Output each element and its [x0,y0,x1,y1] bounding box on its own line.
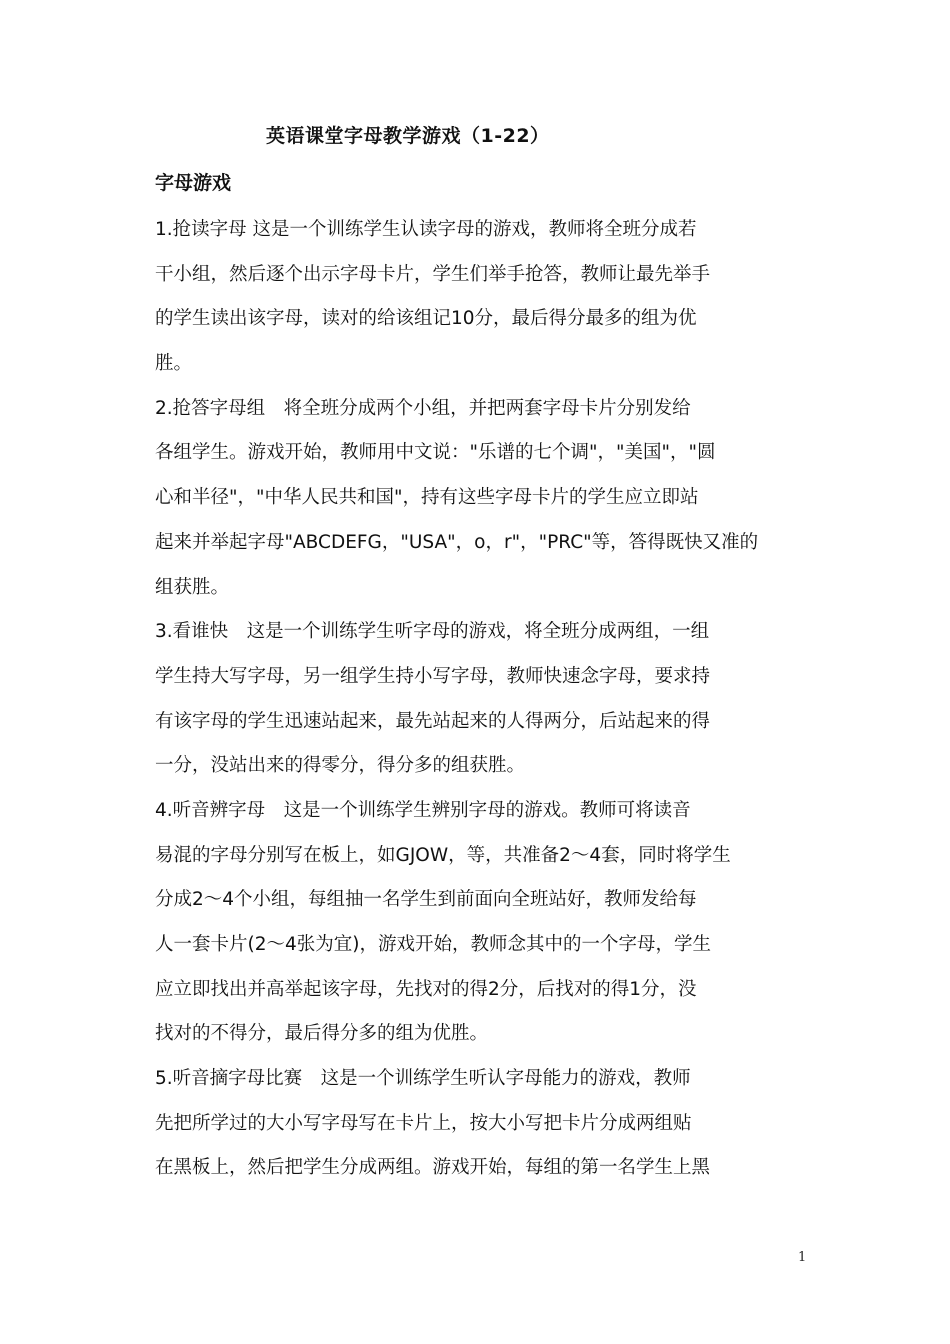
text-line: 应立即找出并高举起该字母，先找对的得2分，后找对的得1分，没 [155,978,697,1000]
text-line: 5.听音摘字母比赛 这是一个训练学生听认字母能力的游戏，教师 [155,1068,691,1090]
text-line: 有该字母的学生迅速站起来，最先站起来的人得两分，后站起来的得 [155,710,711,732]
paragraph-2 [155,387,805,610]
text-line: 人一套卡片(2～4张为宜)，游戏开始，教师念其中的一个字母，学生 [155,934,711,955]
text-line: 分成2～4个小组，每组抽一名学生到前面向全班站好，教师发给每 [155,889,697,911]
paragraph-3 [155,610,805,789]
text-line: 1.抢读字母 这是一个训练学生认读字母的游戏，教师将全班分成若 [155,219,697,240]
text-line: 起来并举起字母"ABCDEFG，"USA"，o，r"，"PRC"等，答得既快又准的 [155,531,759,553]
paragraph-4 [155,789,805,1057]
text-line: 组获胜。 [155,576,230,598]
section-heading: 字母游戏 [155,172,232,194]
text-line: 胜。 [155,353,193,375]
text-line: 的学生读出该字母，读对的给该组记10分，最后得分最多的组为优 [155,308,697,330]
page-number: 1 [798,1250,807,1265]
text-line: 一分，没站出来的得零分，得分多的组获胜。 [155,755,526,777]
text-line: 先把所学过的大小写字母写在卡片上，按大小写把卡片分成两组贴 [155,1112,692,1134]
text-line: 2.抢答字母组 将全班分成两个小组，并把两套字母卡片分别发给 [155,397,691,419]
text-line: 心和半径"，"中华人民共和国"，持有这些字母卡片的学生应立即站 [155,487,699,509]
text-line: 各组学生。游戏开始，教师用中文说："乐谱的七个调"，"美国"，"圆 [155,442,716,464]
text-line: 4.听音辨字母 这是一个训练学生辨别字母的游戏。教师可将读音 [155,799,691,821]
text-line: 易混的字母分别写在板上，如GJOW，等，共准备2～4套，同时将学生 [155,844,731,866]
text-line: 3.看谁快 这是一个训练学生听字母的游戏，将全班分成两组，一组 [155,621,710,643]
paragraph-1 [155,208,805,387]
text-line: 学生持大写字母，另一组学生持小写字母，教师快速念字母，要求持 [155,665,711,687]
text-line: 干小组，然后逐个出示字母卡片，学生们举手抢答，教师让最先举手 [155,263,711,285]
text-line: 找对的不得分，最后得分多的组为优胜。 [155,1023,489,1045]
document-body [155,208,805,1191]
document-title: 英语课堂字母教学游戏（1-22） [266,125,550,147]
paragraph-5 [155,1057,805,1191]
text-line: 在黑板上，然后把学生分成两组。游戏开始，每组的第一名学生上黑 [155,1157,711,1179]
